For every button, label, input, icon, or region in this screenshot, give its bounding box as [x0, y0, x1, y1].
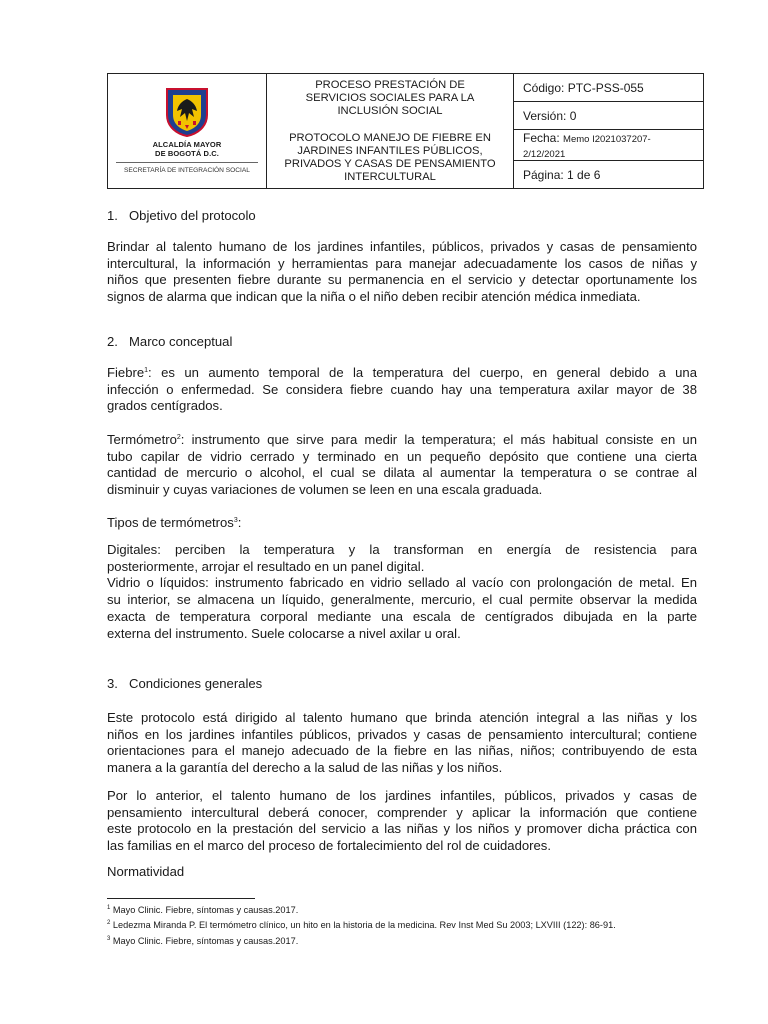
protocol-line: PROTOCOLO MANEJO DE FIEBRE EN: [289, 132, 491, 144]
footnote-ref: 1: [144, 367, 149, 374]
process-line: INCLUSIÓN SOCIAL: [337, 105, 443, 117]
text-line: signos de alarma que indican que la niña o el niño deben recibir atención médica inmediata.: [107, 289, 641, 305]
footnote-separator: [107, 898, 255, 899]
text-line: Vidrio o líquidos: instrumento fabricado en vidrio sellado al vacío con prolongación de metal. En: [107, 575, 697, 591]
text-line: [107, 432, 697, 449]
section-title: Condiciones generales: [129, 676, 263, 691]
text-line: [107, 365, 697, 382]
text-line: Este protocolo está dirigido al talento humano que brinda atención integral a las niñas y los: [107, 710, 697, 725]
term: Fiebre: [107, 365, 145, 380]
tipos-paragraph: [107, 542, 697, 642]
document-date: [523, 131, 651, 147]
footnote-number: 1: [107, 905, 111, 911]
por-lo-anterior-paragraph: [107, 788, 697, 855]
protocol-line: PRIVADOS Y CASAS DE PENSAMIENTO: [284, 158, 496, 170]
general-conditions-paragraph: [107, 710, 697, 777]
date-value: 2/12/2021: [523, 149, 566, 160]
logo-line-1: ALCALDÍA MAYOR: [152, 140, 222, 149]
term: Termómetro: [107, 432, 177, 447]
text-line: [107, 515, 697, 532]
footnote-ref: 2: [176, 434, 181, 441]
normatividad-label: [107, 864, 697, 881]
document-code: Código: PTC-PSS-055: [523, 81, 644, 95]
footnote-ref: 3: [233, 517, 238, 524]
text-line: externa del instrumento. Suele colocarse a nivel axilar u oral.: [107, 625, 461, 641]
process-line: SERVICIOS SOCIALES PARA LA: [305, 92, 475, 104]
text-line: Digitales: perciben la temperatura y la transforman en energía de resistencia para: [107, 542, 697, 557]
footnote-text: Mayo Clinic. Fiebre, síntomas y causas.2017.: [110, 905, 299, 915]
text-line: Por lo anterior, el talento humano de los jardines infantiles, públicos, privados y casas de: [107, 788, 697, 803]
section-number: 3.: [107, 676, 118, 691]
text-line: su interior, se almacena un líquido, generalmente, mercurio, el cual permite observar la medida: [107, 592, 697, 608]
footnote-1: [107, 905, 298, 916]
section-number: 2.: [107, 334, 118, 349]
process-line: PROCESO PRESTACIÓN DE: [315, 79, 465, 91]
page-number: Página: 1 de 6: [523, 168, 601, 182]
logo-rule: [116, 162, 258, 163]
section-3-heading: [107, 676, 262, 692]
footnote-number: 2: [107, 920, 111, 926]
protocol-line: JARDINES INFANTILES PÚBLICOS,: [297, 145, 483, 157]
header-row-divider: [514, 101, 703, 102]
text-line: cantidad de mercurio o alcohol, el cual se dilata al aumentar la temperatura o se contrae al: [107, 465, 697, 481]
date-memo: Memo I2021037207-: [563, 134, 651, 145]
logo-line-2: DE BOGOTÁ D.C.: [155, 149, 219, 158]
section-title: Objetivo del protocolo: [129, 208, 256, 223]
text-line: Normatividad: [107, 864, 185, 879]
text-line: las familias en el marco del proceso de fortalecimiento del rol de cuidadores.: [107, 838, 551, 854]
header-row-divider: [514, 129, 703, 130]
text-line: Brindar al talento humano de los jardines infantiles, públicos, privados y casas de pensamiento: [107, 239, 697, 254]
logo-subtitle: SECRETARÍA DE INTEGRACIÓN SOCIAL: [124, 167, 250, 174]
footnote-number: 3: [107, 936, 111, 942]
date-label: Fecha:: [523, 131, 560, 145]
protocol-title: [267, 132, 513, 184]
text-line: niños que presenten fiebre durante su permanencia en el servicio y detectar oportunamente los: [107, 272, 697, 288]
logo-cell: [108, 74, 266, 188]
text: : instrumento que sirve para medir la temperatura; el más habitual consiste en un: [180, 432, 697, 447]
header-table: [107, 73, 704, 189]
footnote-3: [107, 936, 298, 947]
text-line: este protocolo en la prestación del servicio a las niñas y los niños y promover dicha práctica con: [107, 821, 697, 837]
header-divider: [513, 74, 514, 188]
text: :: [237, 515, 242, 530]
process-title: [267, 79, 513, 118]
text-line: grados centígrados.: [107, 398, 223, 414]
tipos-heading: [107, 515, 697, 532]
text-line: infección o enfermedad. Se considera fiebre cuando hay una temperatura axilar mayor de 38: [107, 381, 697, 397]
termometro-definition: [107, 432, 697, 499]
protocol-line: INTERCULTURAL: [344, 171, 436, 183]
text-line: exacta de temperatura corporal mediante una escala de centígrados dibujada en la parte: [107, 608, 697, 624]
text-line: orientaciones para el manejo adecuado de la fiebre en las niñas, niños; contribuyendo de esta: [107, 743, 697, 759]
fiebre-definition: [107, 365, 697, 415]
section-number: 1.: [107, 208, 118, 223]
section-1-heading: [107, 208, 256, 224]
text-line: tubo capilar de vidrio cerrado y terminado en un pequeño depósito que contiene una cierta: [107, 448, 697, 464]
footnote-2: [107, 920, 616, 931]
section-title: Marco conceptual: [129, 334, 233, 349]
text-line: posteriormente, arrojar el resultado en un panel digital.: [107, 558, 425, 574]
document-version: Versión: 0: [523, 109, 577, 123]
bogota-shield-icon: [163, 87, 211, 137]
footnote-text: Ledezma Miranda P. El termómetro clínico, un hito en la historia de la medicina. Rev Inst Med Su 2003; LXVIII (122): 86-91.: [110, 920, 616, 930]
footnote-text: Mayo Clinic. Fiebre, síntomas y causas.2017.: [110, 936, 299, 946]
objective-paragraph: [107, 239, 697, 306]
text-line: pensamiento intercultural deberá conocer, comprender y aplicar la información que contiene: [107, 804, 697, 820]
text: : es un aumento temporal de la temperatura del cuerpo, en general debido a una: [148, 365, 697, 380]
text-line: disminuir y cuyas variaciones de volumen se leen en una escala graduada.: [107, 482, 543, 498]
text-line: intercultural, la información y herramientas para manejar adecuadamente los casos de niñas y: [107, 255, 697, 271]
text-line: niños en los jardines infantiles públicos, privados y casas de pensamiento intercultural; contiene: [107, 726, 697, 742]
section-2-heading: [107, 334, 232, 350]
text-line: manera a la garantía del derecho a la salud de las niñas y los niños.: [107, 760, 503, 776]
text: Tipos de termómetros: [107, 515, 234, 530]
